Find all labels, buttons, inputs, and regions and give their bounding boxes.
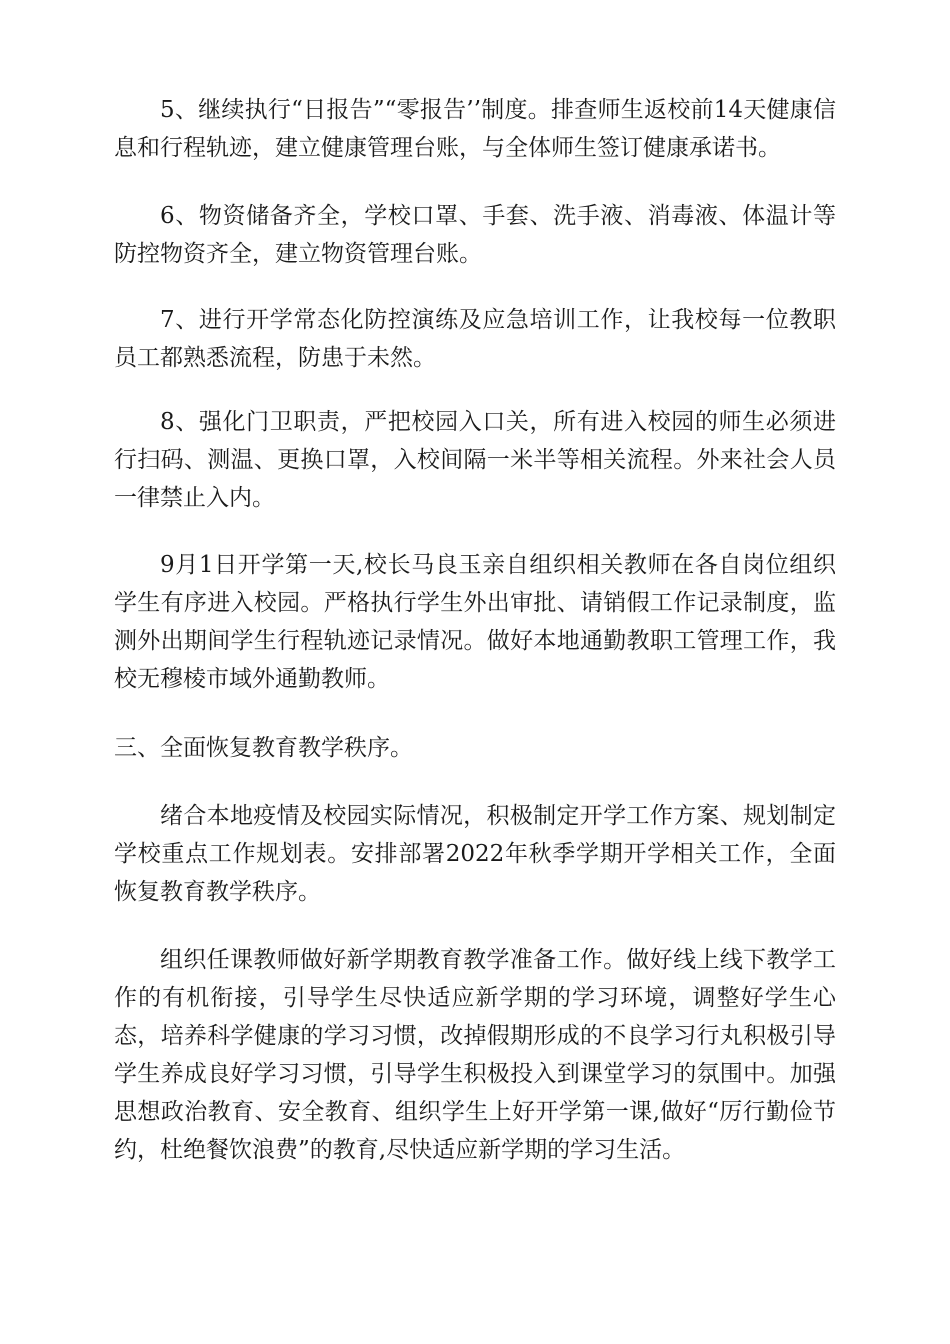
paragraph-item-7: 7、进行开学常态化防控演练及应急培训工作，让我校每一位教职员工都熟悉流程，防患于未然。 [114,307,836,371]
paragraph-school-opening: 9月1日开学第一天,校长马良玉亲自组织相关教师在各自岗位组织学生有序进入校园。严格执行学生外出审批、请销假工作记录制度，监测外出期间学生行程轨迹记录情况。做好本地通勤教职工管理工作，我校无穆棱市域外通勤教师。 [114,552,836,692]
paragraph-teaching-preparation: 组织任课教师做好新学期教育教学准备工作。做好线上线下教学工作的有机衔接，引导学生尽快适应新学期的学习环境，调整好学生心态，培养科学健康的学习习惯，改掉假期形成的不良学习行丸积极引导学生养成良好学习习惯，引导学生积极投入到课堂学习的氛围中。加强思想政治教育、安全教育、组织学生上好开学第一课,做好“厉行勤俭节约，杜绝餐饮浪费”的教育,尽快适应新学期的学习生活。 [114,947,836,1163]
section-heading-3: 三、全面恢复教育教学秩序。 [114,735,413,761]
paragraph-item-8: 8、强化门卫职责，严把校园入口关，所有进入校园的师生必须进行扫码、测温、更换口罩，入校间隔一米半等相关流程。外来社会人员一律禁止入内。 [114,409,836,511]
paragraph-item-5: 5、继续执行“日报告”“零报告’’制度。排查师生返校前14天健康信息和行程轨迹，建立健康管理台账，与全体师生签订健康承诺书。 [114,97,836,161]
paragraph-work-plan: 绪合本地疫情及校园实际情况，积极制定开学工作方案、规划制定学校重点工作规划表。安排部署2022年秋季学期开学相关工作，全面恢复教育教学秩序。 [114,803,836,905]
paragraph-item-6: 6、物资储备齐全，学校口罩、手套、洗手液、消毒液、体温计等防控物资齐全，建立物资管理台账。 [114,203,836,267]
